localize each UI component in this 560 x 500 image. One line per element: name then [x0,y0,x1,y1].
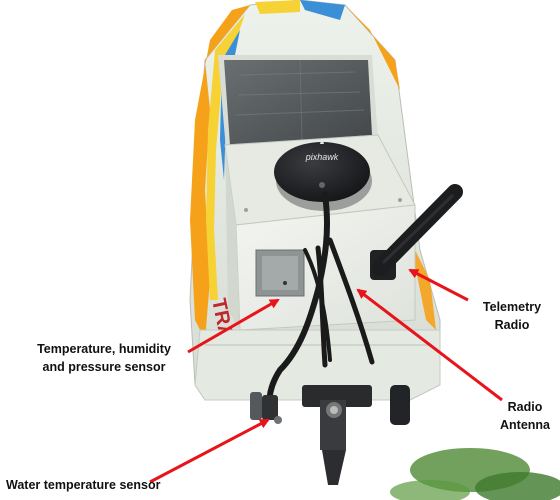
label-telemetry-radio-line1: Telemetry [482,300,542,314]
label-water-temp-sensor [6,476,160,494]
label-radio-antenna-line2: Antenna [500,418,550,432]
gps-module-text: pixhawk [305,152,339,162]
label-temp-humidity-pressure-line2: and pressure sensor [42,360,166,374]
arrow-water-temp [150,420,268,482]
label-temp-humidity-pressure [18,340,190,376]
label-radio-antenna-line1: Radio [507,400,543,414]
label-water-temp-sensor-text: Water temperature sensor [6,478,161,492]
label-telemetry-radio [474,298,550,334]
label-radio-antenna [490,398,560,434]
sensor-housing [256,250,304,296]
solar-panel [218,55,378,150]
label-telemetry-radio-line2: Radio [494,318,530,332]
label-temp-humidity-pressure-line1: Temperature, humidity [37,342,171,356]
foliage [390,448,560,500]
